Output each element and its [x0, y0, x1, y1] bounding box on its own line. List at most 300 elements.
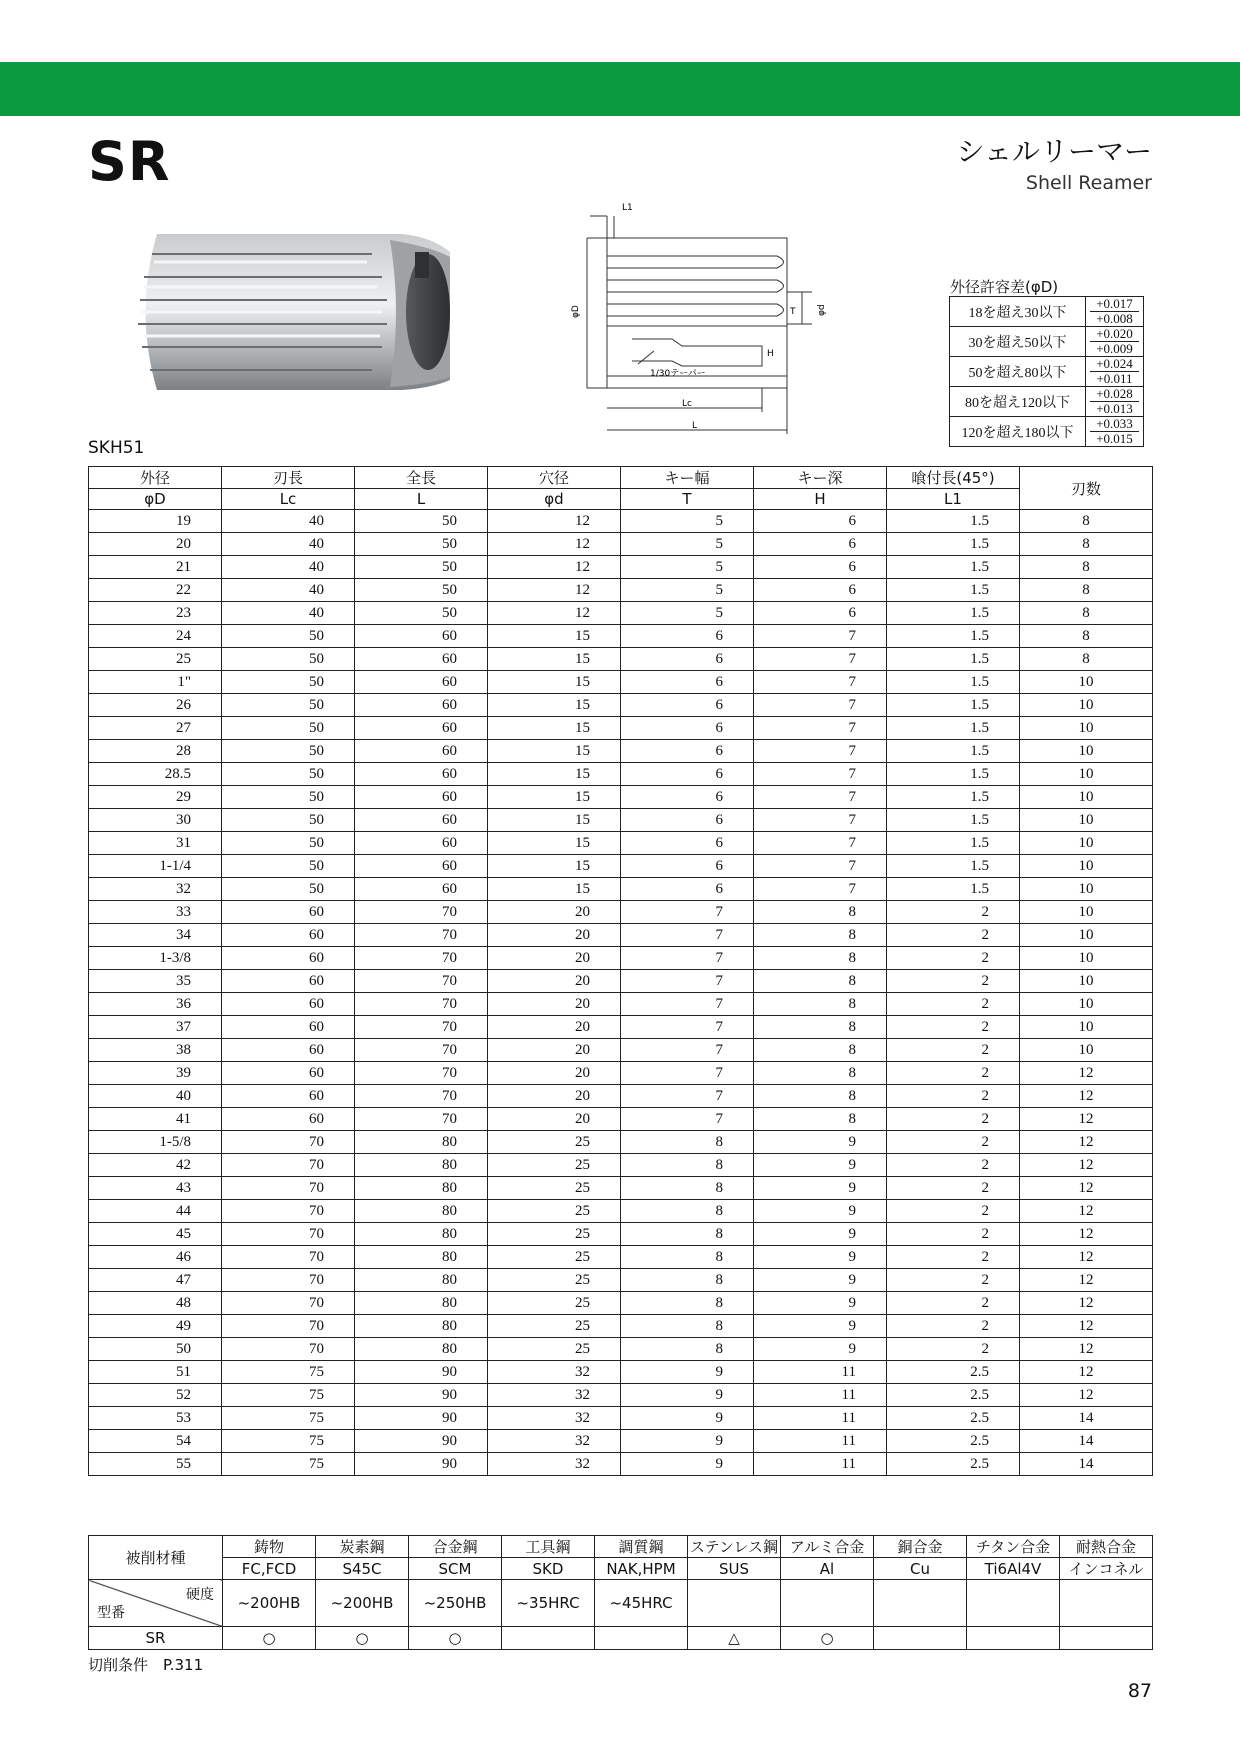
table-cell: 2: [887, 1315, 1020, 1338]
table-cell: 20: [488, 947, 621, 970]
table-cell: 50: [222, 832, 355, 855]
spec-header-row-jp: [89, 467, 1153, 489]
table-row: [89, 1361, 1153, 1384]
table-cell: 10: [1020, 832, 1153, 855]
table-cell: 49: [89, 1315, 222, 1338]
table-cell: 12: [488, 533, 621, 556]
material-code: S45C: [316, 1558, 409, 1580]
table-row: [89, 648, 1153, 671]
table-cell: 2: [887, 1154, 1020, 1177]
material-code: SKD: [502, 1558, 595, 1580]
table-cell: 19: [89, 510, 222, 533]
table-cell: 50: [222, 855, 355, 878]
table-cell: 6: [621, 694, 754, 717]
material-code: Cu: [874, 1558, 967, 1580]
table-cell: 50: [222, 786, 355, 809]
table-cell: 12: [1020, 1062, 1153, 1085]
spec-header-symbol: Lc: [222, 489, 355, 510]
table-cell: 2: [887, 1223, 1020, 1246]
table-cell: 15: [488, 694, 621, 717]
table-cell: 54: [89, 1430, 222, 1453]
table-cell: 7: [621, 1039, 754, 1062]
table-cell: 38: [89, 1039, 222, 1062]
table-cell: 32: [488, 1361, 621, 1384]
table-cell: 1.5: [887, 855, 1020, 878]
table-cell: 15: [488, 648, 621, 671]
suitability-mark: [595, 1627, 688, 1650]
table-cell: 20: [488, 1085, 621, 1108]
table-cell: 8: [621, 1177, 754, 1200]
table-cell: 10: [1020, 1016, 1153, 1039]
table-row: [89, 556, 1153, 579]
table-cell: 50: [355, 510, 488, 533]
tolerance-values: [1086, 297, 1144, 327]
table-cell: 7: [754, 671, 887, 694]
table-cell: 10: [1020, 763, 1153, 786]
spec-header-symbol: L: [355, 489, 488, 510]
material-hardness: [1060, 1580, 1153, 1627]
spec-header-symbol: H: [754, 489, 887, 510]
table-cell: 6: [621, 648, 754, 671]
table-cell: 8: [621, 1269, 754, 1292]
table-cell: 12: [1020, 1384, 1153, 1407]
table-cell: 7: [754, 786, 887, 809]
table-cell: 50: [222, 878, 355, 901]
dim-Lc: Lc: [682, 399, 692, 409]
table-cell: 33: [89, 901, 222, 924]
table-cell: 9: [621, 1453, 754, 1476]
tolerance-lower: +0.013: [1090, 401, 1139, 416]
spec-header: キー幅: [621, 467, 754, 489]
table-cell: 60: [355, 694, 488, 717]
material-hardness: ~250HB: [409, 1580, 502, 1627]
table-cell: 9: [754, 1315, 887, 1338]
tolerance-lower: +0.009: [1090, 341, 1139, 356]
table-cell: 60: [222, 1039, 355, 1062]
table-cell: 7: [754, 809, 887, 832]
table-cell: 10: [1020, 786, 1153, 809]
table-cell: 40: [222, 510, 355, 533]
table-cell: 36: [89, 993, 222, 1016]
material-name: チタン合金: [967, 1536, 1060, 1558]
table-cell: 80: [355, 1200, 488, 1223]
table-cell: 60: [355, 648, 488, 671]
table-cell: 25: [488, 1200, 621, 1223]
table-cell: 6: [754, 579, 887, 602]
table-cell: 10: [1020, 855, 1153, 878]
table-row: [89, 924, 1153, 947]
table-row: [89, 970, 1153, 993]
table-cell: 50: [89, 1338, 222, 1361]
table-row: [89, 1154, 1153, 1177]
table-cell: 11: [754, 1361, 887, 1384]
table-cell: 15: [488, 832, 621, 855]
table-cell: 7: [621, 1085, 754, 1108]
tolerance-range: 120を超え180以下: [950, 417, 1086, 447]
table-cell: 9: [754, 1269, 887, 1292]
material-hardness: ~35HRC: [502, 1580, 595, 1627]
tolerance-row: [950, 387, 1144, 417]
table-cell: 12: [1020, 1177, 1153, 1200]
table-cell: 1.5: [887, 671, 1020, 694]
table-cell: 2: [887, 1108, 1020, 1131]
material-code: NAK,HPM: [595, 1558, 688, 1580]
table-cell: 34: [89, 924, 222, 947]
table-cell: 6: [621, 625, 754, 648]
table-row: [89, 1085, 1153, 1108]
table-cell: 80: [355, 1131, 488, 1154]
tolerance-values: [1086, 327, 1144, 357]
table-cell: 6: [621, 832, 754, 855]
table-cell: 7: [754, 625, 887, 648]
table-cell: 1.5: [887, 809, 1020, 832]
table-cell: 1.5: [887, 694, 1020, 717]
table-cell: 60: [355, 763, 488, 786]
table-cell: 7: [754, 717, 887, 740]
material-name: 調質鋼: [595, 1536, 688, 1558]
table-cell: 1.5: [887, 556, 1020, 579]
table-row: [89, 717, 1153, 740]
table-cell: 50: [222, 763, 355, 786]
table-row: [89, 1062, 1153, 1085]
table-cell: 6: [621, 717, 754, 740]
table-cell: 40: [89, 1085, 222, 1108]
table-cell: 80: [355, 1292, 488, 1315]
table-cell: 8: [621, 1131, 754, 1154]
table-cell: 70: [355, 1085, 488, 1108]
tolerance-range: 50を超え80以下: [950, 357, 1086, 387]
table-cell: 60: [355, 717, 488, 740]
table-cell: 6: [621, 671, 754, 694]
tolerance-row: [950, 417, 1144, 447]
table-cell: 42: [89, 1154, 222, 1177]
table-cell: 60: [222, 1108, 355, 1131]
table-cell: 11: [754, 1430, 887, 1453]
table-cell: 2.5: [887, 1361, 1020, 1384]
table-cell: 15: [488, 809, 621, 832]
table-cell: 9: [621, 1361, 754, 1384]
table-cell: 9: [621, 1407, 754, 1430]
table-cell: 8: [1020, 602, 1153, 625]
table-cell: 1.5: [887, 602, 1020, 625]
tolerance-values: [1086, 357, 1144, 387]
table-cell: 50: [355, 533, 488, 556]
table-row: [89, 1223, 1153, 1246]
table-row: [89, 878, 1153, 901]
material-hardness: ~200HB: [223, 1580, 316, 1627]
table-cell: 60: [222, 993, 355, 1016]
table-cell: 11: [754, 1407, 887, 1430]
dim-l1: L1: [622, 203, 633, 213]
table-cell: 50: [222, 625, 355, 648]
table-cell: 12: [1020, 1292, 1153, 1315]
table-cell: 25: [488, 1315, 621, 1338]
table-cell: 25: [488, 1154, 621, 1177]
table-cell: 14: [1020, 1407, 1153, 1430]
table-cell: 12: [1020, 1361, 1153, 1384]
table-cell: 2.5: [887, 1430, 1020, 1453]
table-cell: 7: [754, 740, 887, 763]
table-cell: 2: [887, 1200, 1020, 1223]
table-cell: 52: [89, 1384, 222, 1407]
tolerance-values: [1086, 417, 1144, 447]
table-cell: 21: [89, 556, 222, 579]
table-cell: 2: [887, 924, 1020, 947]
table-cell: 8: [621, 1200, 754, 1223]
tolerance-upper: +0.020: [1096, 326, 1133, 341]
table-cell: 8: [754, 1016, 887, 1039]
table-cell: 53: [89, 1407, 222, 1430]
table-cell: 1-5/8: [89, 1131, 222, 1154]
table-cell: 75: [222, 1361, 355, 1384]
table-cell: 32: [488, 1407, 621, 1430]
table-cell: 80: [355, 1177, 488, 1200]
spec-header: 刃長: [222, 467, 355, 489]
table-cell: 7: [754, 694, 887, 717]
table-cell: 25: [488, 1131, 621, 1154]
table-row: [89, 1338, 1153, 1361]
table-row: [89, 1039, 1153, 1062]
table-cell: 12: [1020, 1223, 1153, 1246]
table-row: [89, 1246, 1153, 1269]
table-cell: 60: [355, 740, 488, 763]
table-cell: 23: [89, 602, 222, 625]
material-name: 耐熱合金: [1060, 1536, 1153, 1558]
table-cell: 6: [621, 855, 754, 878]
material-code: FC,FCD: [223, 1558, 316, 1580]
material-hardness: [781, 1580, 874, 1627]
table-cell: 1.5: [887, 533, 1020, 556]
table-cell: 8: [621, 1292, 754, 1315]
spec-header-symbol: L1: [887, 489, 1020, 510]
table-cell: 8: [621, 1338, 754, 1361]
table-cell: 20: [488, 924, 621, 947]
tolerance-row: [950, 327, 1144, 357]
table-cell: 75: [222, 1430, 355, 1453]
table-cell: 70: [222, 1292, 355, 1315]
table-cell: 14: [1020, 1430, 1153, 1453]
table-cell: 10: [1020, 878, 1153, 901]
table-cell: 40: [222, 579, 355, 602]
table-cell: 26: [89, 694, 222, 717]
table-cell: 70: [355, 1016, 488, 1039]
table-cell: 7: [754, 878, 887, 901]
table-cell: 15: [488, 625, 621, 648]
material-code: Ti6Al4V: [967, 1558, 1060, 1580]
table-cell: 80: [355, 1246, 488, 1269]
table-cell: 25: [488, 1177, 621, 1200]
table-cell: 2: [887, 1269, 1020, 1292]
table-row: [89, 947, 1153, 970]
spec-header: キー深: [754, 467, 887, 489]
table-cell: 70: [222, 1177, 355, 1200]
table-cell: 60: [222, 1062, 355, 1085]
table-row: [89, 993, 1153, 1016]
product-code: SR: [88, 130, 171, 193]
table-cell: 70: [355, 993, 488, 1016]
table-cell: 6: [754, 533, 887, 556]
table-cell: 2: [887, 970, 1020, 993]
table-cell: 2: [887, 1292, 1020, 1315]
table-cell: 70: [222, 1338, 355, 1361]
table-cell: 12: [488, 579, 621, 602]
table-cell: 10: [1020, 924, 1153, 947]
table-cell: 60: [355, 671, 488, 694]
table-cell: 2: [887, 993, 1020, 1016]
table-cell: 2: [887, 1016, 1020, 1039]
table-cell: 22: [89, 579, 222, 602]
shell-reamer-photo: [132, 232, 468, 392]
table-row: [89, 1453, 1153, 1476]
table-cell: 25: [488, 1269, 621, 1292]
table-cell: 41: [89, 1108, 222, 1131]
dim-phid: φd: [817, 304, 827, 316]
table-cell: 50: [222, 717, 355, 740]
table-cell: 60: [355, 832, 488, 855]
table-cell: 2: [887, 1039, 1020, 1062]
table-cell: 32: [89, 878, 222, 901]
spec-header-row-sym: [89, 489, 1153, 510]
table-cell: 70: [222, 1154, 355, 1177]
table-cell: 10: [1020, 993, 1153, 1016]
table-row: [89, 671, 1153, 694]
spec-header: 刃数: [1020, 467, 1153, 510]
tolerance-lower: +0.008: [1090, 311, 1139, 326]
material-name: 工具鋼: [502, 1536, 595, 1558]
cutting-note: 切削条件 P.311: [88, 1656, 204, 1674]
table-row: [89, 1430, 1153, 1453]
table-cell: 1-3/8: [89, 947, 222, 970]
table-cell: 46: [89, 1246, 222, 1269]
taper-label: 1/30テーパー: [650, 369, 706, 379]
table-cell: 11: [754, 1384, 887, 1407]
table-cell: 8: [754, 901, 887, 924]
spec-header: 喰付長(45°): [887, 467, 1020, 489]
table-cell: 55: [89, 1453, 222, 1476]
table-cell: 10: [1020, 970, 1153, 993]
table-cell: 9: [621, 1430, 754, 1453]
table-cell: 8: [1020, 556, 1153, 579]
table-cell: 5: [621, 579, 754, 602]
tolerance-upper: +0.033: [1096, 416, 1133, 431]
table-row: [89, 1016, 1153, 1039]
table-cell: 10: [1020, 740, 1153, 763]
table-cell: 9: [754, 1131, 887, 1154]
table-cell: 25: [488, 1292, 621, 1315]
material-code: SCM: [409, 1558, 502, 1580]
table-cell: 40: [222, 602, 355, 625]
product-title-jp: シェルリーマー: [956, 135, 1152, 168]
table-cell: 15: [488, 763, 621, 786]
table-cell: 6: [754, 556, 887, 579]
table-cell: 2.5: [887, 1453, 1020, 1476]
table-row: [89, 579, 1153, 602]
table-cell: 75: [222, 1407, 355, 1430]
table-cell: 6: [621, 809, 754, 832]
table-cell: 90: [355, 1453, 488, 1476]
table-cell: 1.5: [887, 579, 1020, 602]
table-cell: 9: [754, 1223, 887, 1246]
tolerance-range: 30を超え50以下: [950, 327, 1086, 357]
table-cell: 35: [89, 970, 222, 993]
table-row: [89, 1108, 1153, 1131]
table-cell: 7: [621, 1108, 754, 1131]
table-cell: 70: [355, 1039, 488, 1062]
table-row: [89, 1315, 1153, 1338]
table-cell: 32: [488, 1430, 621, 1453]
suitability-mark: [1060, 1627, 1153, 1650]
material-hardness: ~200HB: [316, 1580, 409, 1627]
material-code: インコネル: [1060, 1558, 1153, 1580]
table-cell: 30: [89, 809, 222, 832]
table-cell: 8: [1020, 533, 1153, 556]
table-row: [89, 1131, 1153, 1154]
table-cell: 7: [754, 648, 887, 671]
tolerance-values: [1086, 387, 1144, 417]
table-cell: 12: [1020, 1246, 1153, 1269]
tolerance-upper: +0.017: [1096, 296, 1133, 311]
table-cell: 7: [754, 855, 887, 878]
table-cell: 1-1/4: [89, 855, 222, 878]
table-cell: 25: [488, 1246, 621, 1269]
table-cell: 9: [754, 1292, 887, 1315]
table-cell: 70: [222, 1269, 355, 1292]
table-cell: 50: [222, 648, 355, 671]
table-cell: 8: [754, 947, 887, 970]
tolerance-lower: +0.011: [1090, 371, 1139, 386]
table-cell: 70: [222, 1200, 355, 1223]
table-cell: 7: [621, 924, 754, 947]
table-cell: 27: [89, 717, 222, 740]
table-cell: 7: [621, 901, 754, 924]
table-cell: 8: [754, 993, 887, 1016]
table-cell: 80: [355, 1315, 488, 1338]
spec-table: [88, 466, 1153, 1476]
table-cell: 5: [621, 602, 754, 625]
table-cell: 90: [355, 1384, 488, 1407]
table-cell: 5: [621, 510, 754, 533]
material-hardness: [688, 1580, 781, 1627]
table-cell: 12: [1020, 1085, 1153, 1108]
table-cell: 8: [754, 924, 887, 947]
table-cell: 60: [355, 625, 488, 648]
table-cell: 31: [89, 832, 222, 855]
table-cell: 6: [621, 740, 754, 763]
table-cell: 8: [1020, 579, 1153, 602]
table-cell: 1.5: [887, 763, 1020, 786]
table-cell: 2.5: [887, 1407, 1020, 1430]
table-cell: 6: [621, 786, 754, 809]
table-cell: 20: [488, 1062, 621, 1085]
table-cell: 37: [89, 1016, 222, 1039]
table-cell: 7: [754, 832, 887, 855]
table-cell: 8: [1020, 625, 1153, 648]
material-code: SUS: [688, 1558, 781, 1580]
table-cell: 60: [222, 970, 355, 993]
table-cell: 8: [621, 1315, 754, 1338]
table-cell: 15: [488, 717, 621, 740]
table-cell: 40: [222, 556, 355, 579]
table-cell: 60: [355, 786, 488, 809]
material-name: 炭素鋼: [316, 1536, 409, 1558]
table-cell: 15: [488, 740, 621, 763]
table-cell: 20: [488, 1108, 621, 1131]
spec-header-symbol: φd: [488, 489, 621, 510]
table-cell: 15: [488, 671, 621, 694]
table-cell: 7: [621, 947, 754, 970]
table-cell: 20: [488, 970, 621, 993]
table-cell: 50: [355, 556, 488, 579]
